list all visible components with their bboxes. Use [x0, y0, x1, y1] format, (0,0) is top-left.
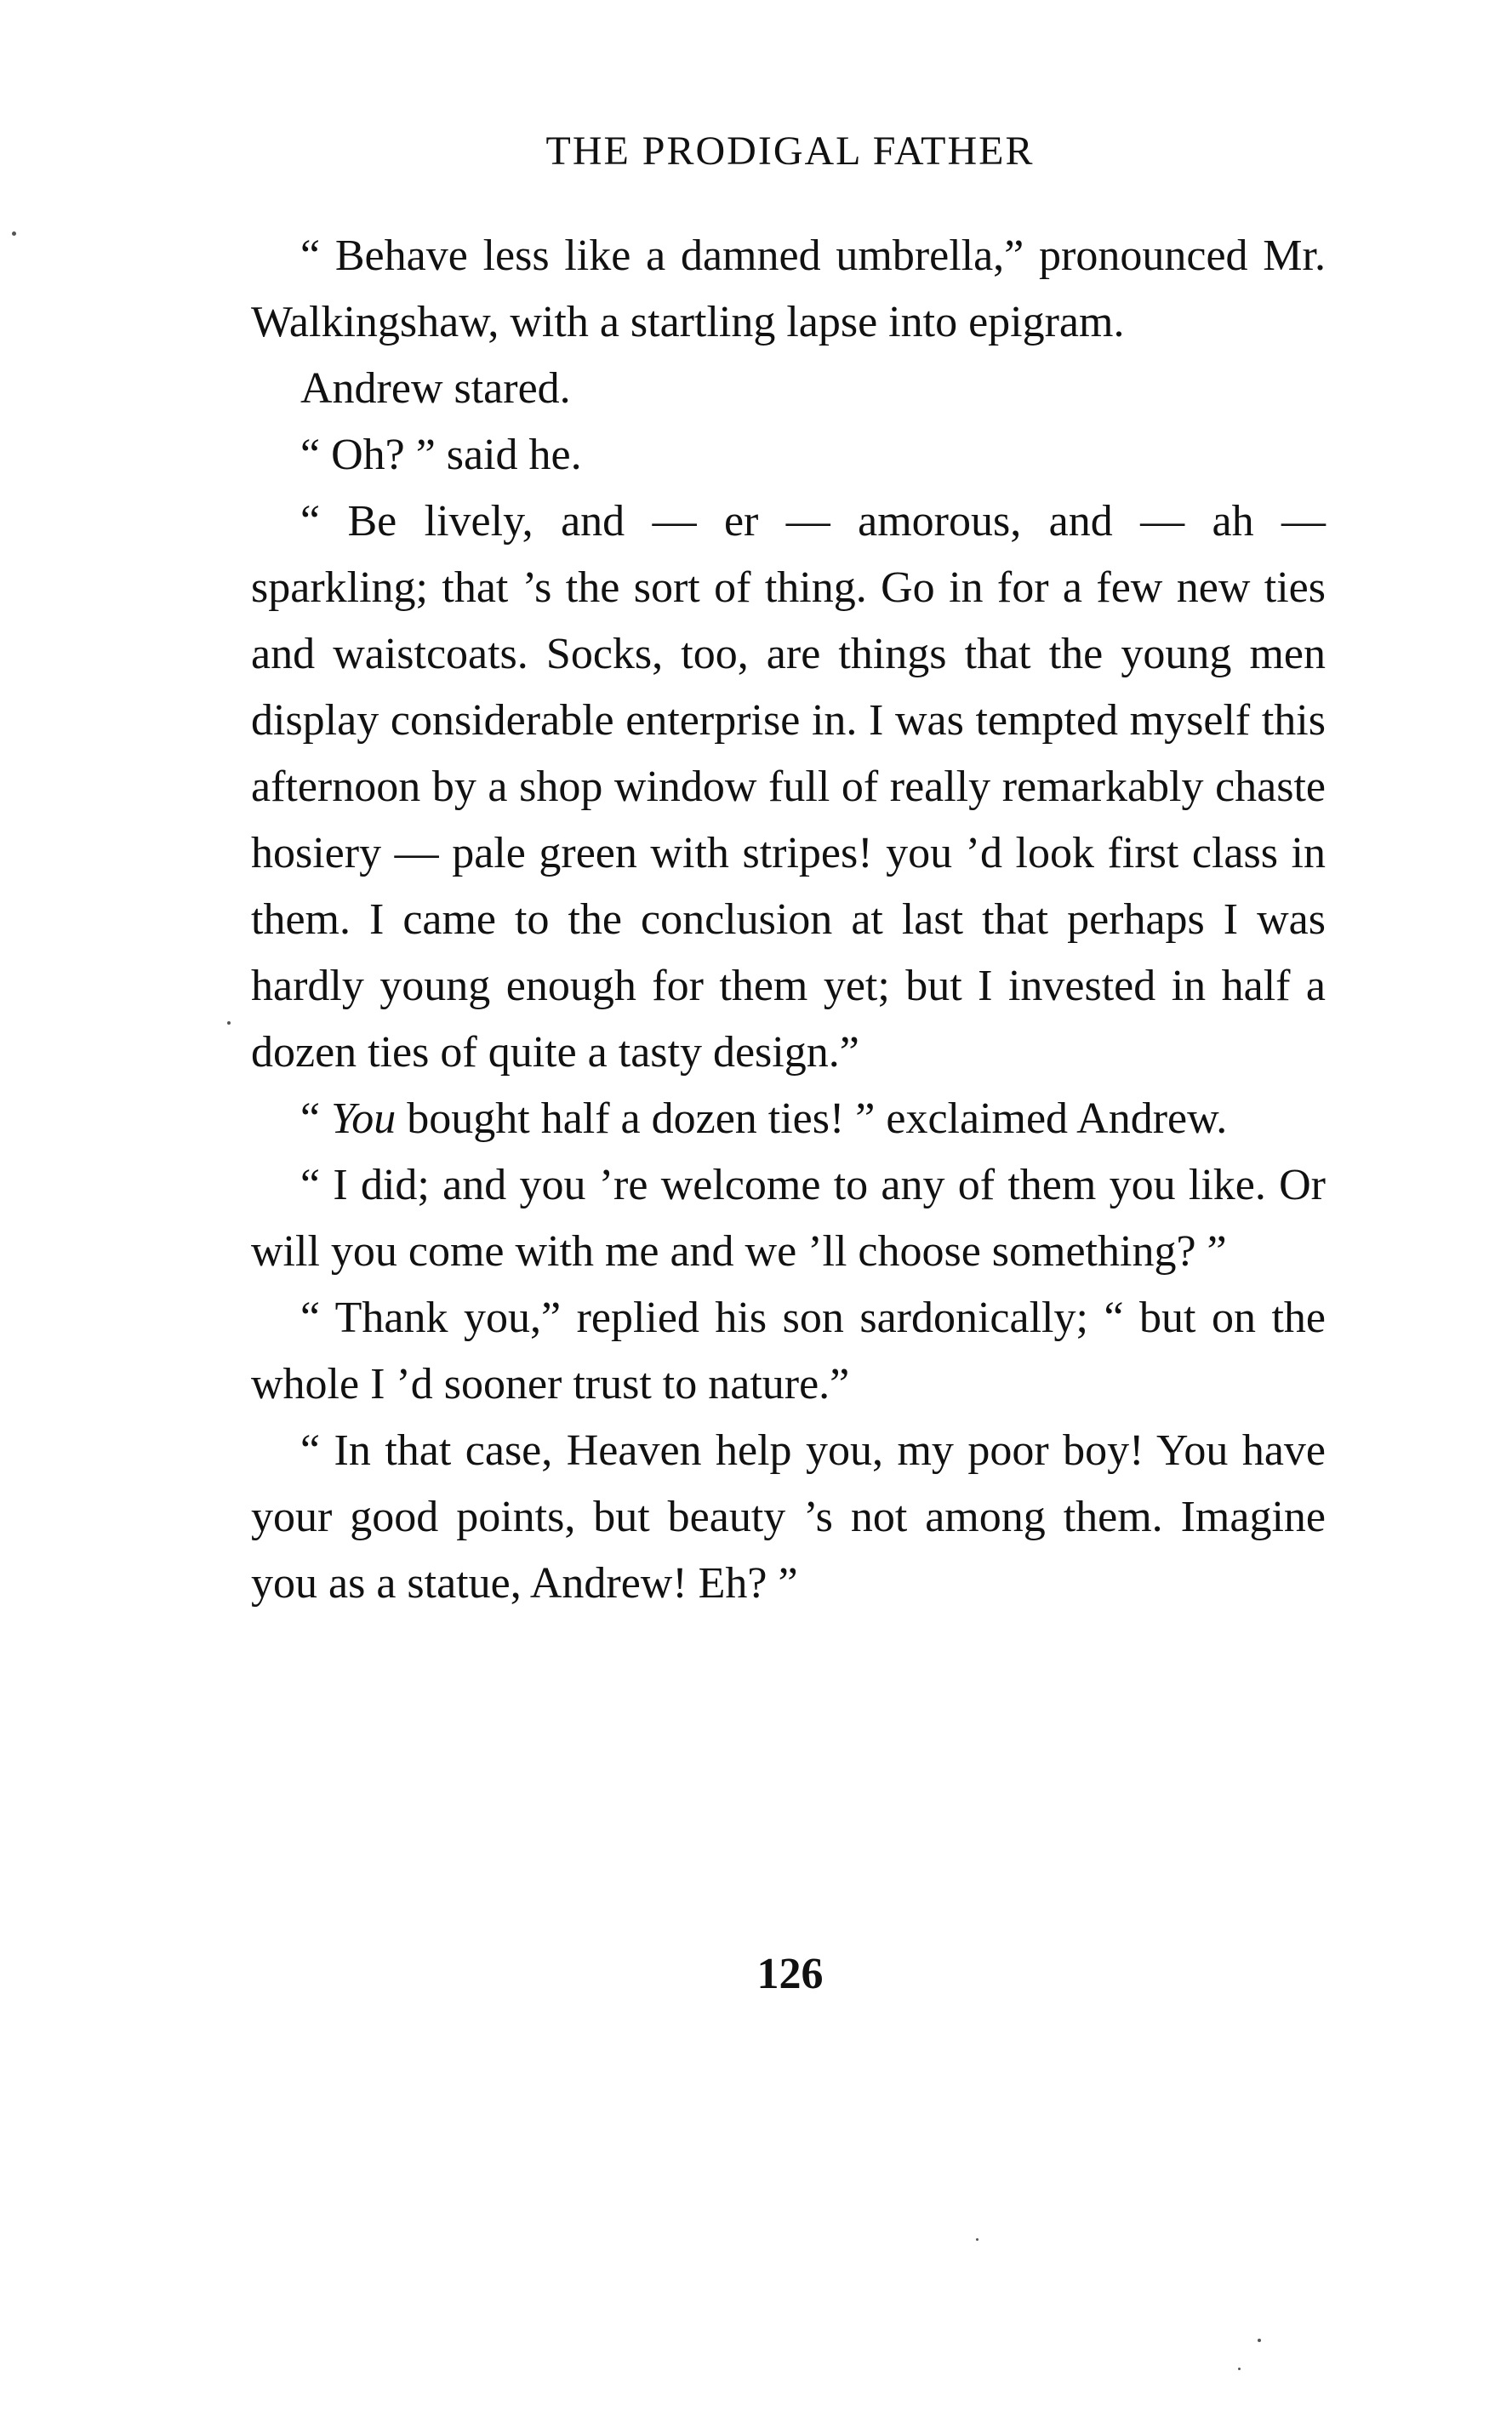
paragraph	[251, 356, 1326, 422]
paragraph-text: “ Oh? ” said he.	[300, 431, 582, 479]
paragraph-text: Andrew stared.	[300, 364, 571, 413]
paragraph	[251, 1086, 1326, 1152]
paragraph-text: “ I did; and you ’re welcome to any of them you like. Or will you come with me and we ’ll choose something? ”	[251, 1161, 1326, 1276]
paragraph-text: “ Be lively, and — er — amorous, and — ah — sparkling; that ’s the sort of thing. Go in for a few new ties and waistcoats. Socks, too, are things that the young men display considerable enterprise in. I was tempted myself this afternoon by a shop window full of really remarkably chaste hosiery — pale green with stripes! you ’d look first class in them. I came to the conclusion at last that perhaps I was hardly young enough for them yet; but I invested in half a dozen ties of quite a tasty design.”	[251, 497, 1326, 1077]
page-number: 126	[756, 1950, 824, 1998]
paragraph	[251, 488, 1326, 1086]
paragraph	[251, 1152, 1326, 1285]
paper-speck	[12, 231, 16, 236]
body-text	[251, 223, 1326, 1617]
paragraph-text: bought half a dozen ties! ” exclaimed Andrew.	[396, 1094, 1228, 1143]
italic-word: You	[331, 1094, 397, 1143]
paragraph	[251, 1418, 1326, 1617]
paragraph-text: “	[300, 1094, 332, 1143]
paper-speck	[1258, 2339, 1261, 2342]
paragraph	[251, 223, 1326, 356]
paper-speck	[1238, 2368, 1241, 2370]
paragraph-text: “ Behave less like a damned umbrella,” pronounced Mr. Walkingshaw, with a startling lapse into epigram.	[251, 231, 1326, 346]
paragraph	[251, 422, 1326, 488]
paper-speck	[227, 1021, 231, 1025]
paper-speck	[976, 2238, 979, 2241]
paragraph-text: “ In that case, Heaven help you, my poor boy! You have your good points, but beauty ’s not among them. Imagine you as a statue, Andrew! Eh? ”	[251, 1426, 1326, 1608]
paragraph	[251, 1285, 1326, 1418]
running-head: THE PRODIGAL FATHER	[545, 129, 1035, 174]
paragraph-text: “ Thank you,” replied his son sardonically; “ but on the whole I ’d sooner trust to nature.”	[251, 1294, 1326, 1408]
